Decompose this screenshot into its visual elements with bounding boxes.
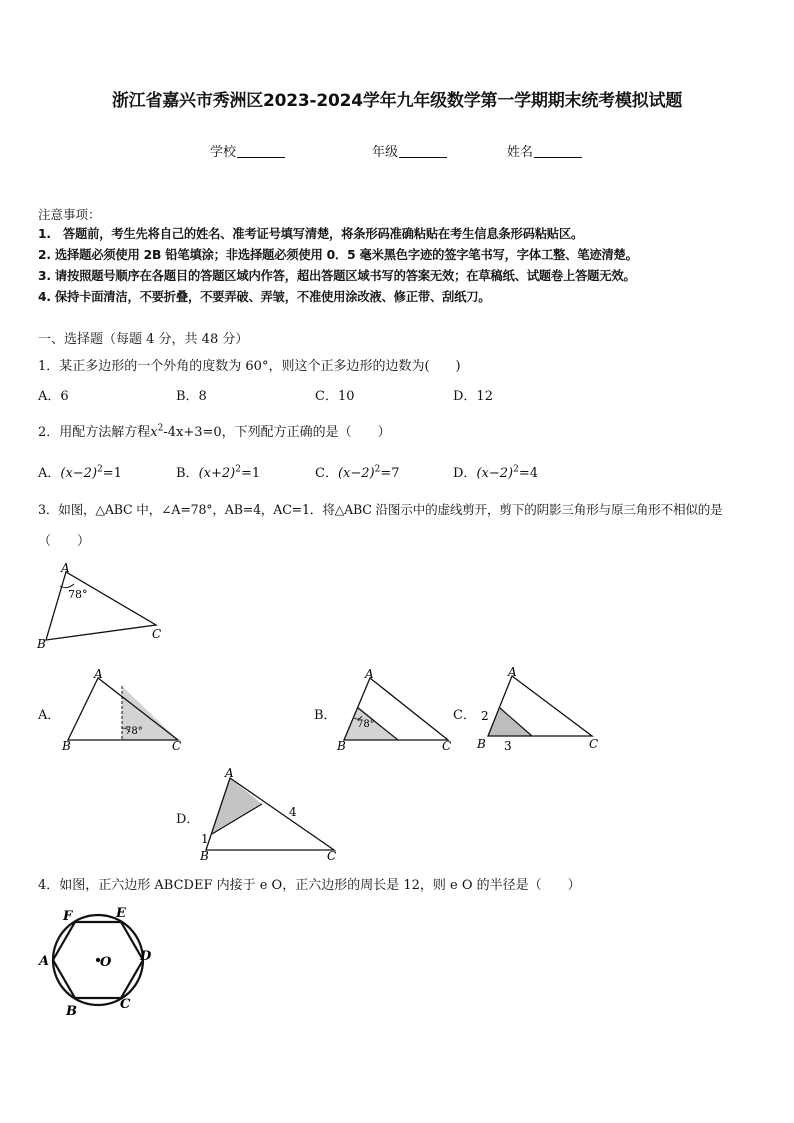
vertex-a-label: A <box>61 561 70 575</box>
shaded-triangle <box>488 708 532 736</box>
q3-option-b-figure[interactable] <box>334 666 459 754</box>
school-label: 学校 <box>210 145 237 160</box>
length-label: 2 <box>481 709 489 723</box>
q4-figure <box>36 902 156 1020</box>
q2-option-a[interactable] <box>38 462 122 481</box>
vertex-b-label: B <box>62 739 71 753</box>
angle-label: 78° <box>125 726 143 737</box>
option-letter: A． <box>38 466 61 481</box>
name-field <box>507 141 582 160</box>
q2-option-b[interactable] <box>176 462 260 481</box>
q3-option-c-figure[interactable] <box>474 662 602 754</box>
question-4-stem: 4．如图，正六边形 ABCDEF 内接于 e O，正六边形的周长是 12，则 e O 的半径是（ ） <box>38 878 581 893</box>
q3-main-figure <box>34 560 164 652</box>
vertex-f-label: F <box>63 909 73 924</box>
option-exp: 2 <box>374 464 381 475</box>
vertex-b-label: B <box>477 737 486 751</box>
q3-option-d-figure[interactable] <box>196 764 341 864</box>
q1-option-a[interactable]: A．6 <box>38 389 69 404</box>
vertex-b-label: B <box>66 1004 77 1019</box>
angle-label: 78° <box>68 588 88 601</box>
q2-exp: 2 <box>157 423 164 434</box>
q2-var: x <box>150 425 158 440</box>
option-base: (x+2) <box>198 466 236 481</box>
q2-option-c[interactable] <box>315 462 400 481</box>
option-rhs: =7 <box>380 466 400 481</box>
vertex-a-label: A <box>39 954 50 969</box>
option-exp: 2 <box>235 464 241 475</box>
q1-option-d[interactable]: D．12 <box>453 389 493 404</box>
notice-item: 1. 答题前，考生先将自己的姓名、准考证号填写清楚，将条形码准确粘贴在考生信息条形码粘贴区。 <box>38 227 584 241</box>
vertex-c-label: C <box>589 737 599 751</box>
q3-option-d-letter[interactable]: D． <box>176 812 200 827</box>
vertex-a-label: A <box>508 665 517 679</box>
name-blank[interactable] <box>534 145 582 158</box>
length-label: 4 <box>289 805 297 819</box>
question-3-stem-paren: （ ） <box>38 534 91 549</box>
vertex-c-label: C <box>152 627 162 641</box>
grade-label: 年级 <box>372 145 399 160</box>
option-rhs: =1 <box>240 466 261 481</box>
q2-stem-pre: 2．用配方法解方程 <box>38 425 151 440</box>
option-exp: 2 <box>97 464 103 475</box>
vertex-c-label: C <box>327 849 337 863</box>
name-label: 姓名 <box>507 145 534 160</box>
vertex-b-label: B <box>337 739 346 753</box>
option-base: (x−2) <box>337 466 375 481</box>
school-blank[interactable] <box>237 145 285 158</box>
q2-stem-post: -4x+3=0，下列配方正确的是（ ） <box>163 425 391 440</box>
q1-option-c[interactable]: C．10 <box>315 389 355 404</box>
q1-option-b[interactable]: B．8 <box>176 389 207 404</box>
grade-blank[interactable] <box>399 145 447 158</box>
q3-option-a-letter[interactable]: A． <box>38 708 61 723</box>
length-label: 3 <box>504 739 512 753</box>
option-rhs: =1 <box>102 466 122 481</box>
q3-option-b-letter[interactable]: B． <box>314 708 337 723</box>
option-exp: 2 <box>513 464 519 475</box>
question-2-stem <box>38 421 391 440</box>
question-3-stem: 3．如图，△ABC 中，∠A=78°，AB=4，AC=1．将△ABC 沿图示中的虚线剪开，剪下的阴影三角形与原三角形不相似的是 <box>38 502 723 517</box>
grade-field <box>372 141 447 160</box>
notice-item: 2. 选择题必须使用 2B 铅笔填涂；非选择题必须使用 0．5 毫米黑色字迹的签字笔书写，字体工整、笔迹清楚。 <box>38 248 638 262</box>
vertex-a-label: A <box>365 667 374 681</box>
vertex-a-label: A <box>225 766 234 780</box>
angle-label: 78° <box>357 719 375 730</box>
vertex-e-label: E <box>116 906 126 921</box>
vertex-b-label: B <box>37 637 46 651</box>
vertex-d-label: D <box>140 949 152 964</box>
vertex-c-label: C <box>120 997 131 1012</box>
option-letter: D． <box>453 466 477 481</box>
school-field <box>210 141 285 160</box>
length-label: 1 <box>201 832 209 846</box>
option-rhs: =4 <box>518 466 538 481</box>
option-base: (x−2) <box>60 466 98 481</box>
notice-item: 4. 保持卡面清洁，不要折叠，不要弄破、弄皱，不准使用涂改液、修正带、刮纸刀。 <box>38 290 491 304</box>
vertex-c-label: C <box>442 739 452 753</box>
vertex-b-label: B <box>200 849 209 863</box>
shaded-triangle <box>212 778 262 834</box>
vertex-a-label: A <box>94 667 103 681</box>
option-letter: B． <box>176 466 199 481</box>
option-base: (x−2) <box>476 466 514 481</box>
q3-option-c-letter[interactable]: C． <box>453 708 476 723</box>
section-heading: 一、选择题（每题 4 分，共 48 分） <box>38 332 249 347</box>
center-label: O <box>100 955 112 970</box>
page-title: 浙江省嘉兴市秀洲区2023-2024学年九年级数学第一学期期末统考模拟试题 <box>111 91 683 111</box>
q3-option-a-figure[interactable] <box>60 666 185 754</box>
notice-item: 3. 请按照题号顺序在各题目的答题区域内作答，超出答题区域书写的答案无效；在草稿纸、试题卷上答题无效。 <box>38 269 636 283</box>
option-letter: C． <box>315 466 338 481</box>
q2-option-d[interactable] <box>453 462 538 481</box>
triangle-abc <box>46 572 156 640</box>
vertex-c-label: C <box>172 739 182 753</box>
notice-heading: 注意事项： <box>38 207 101 222</box>
question-1-stem: 1．某正多边形的一个外角的度数为 60°，则这个正多边形的边数为( ) <box>38 359 461 374</box>
